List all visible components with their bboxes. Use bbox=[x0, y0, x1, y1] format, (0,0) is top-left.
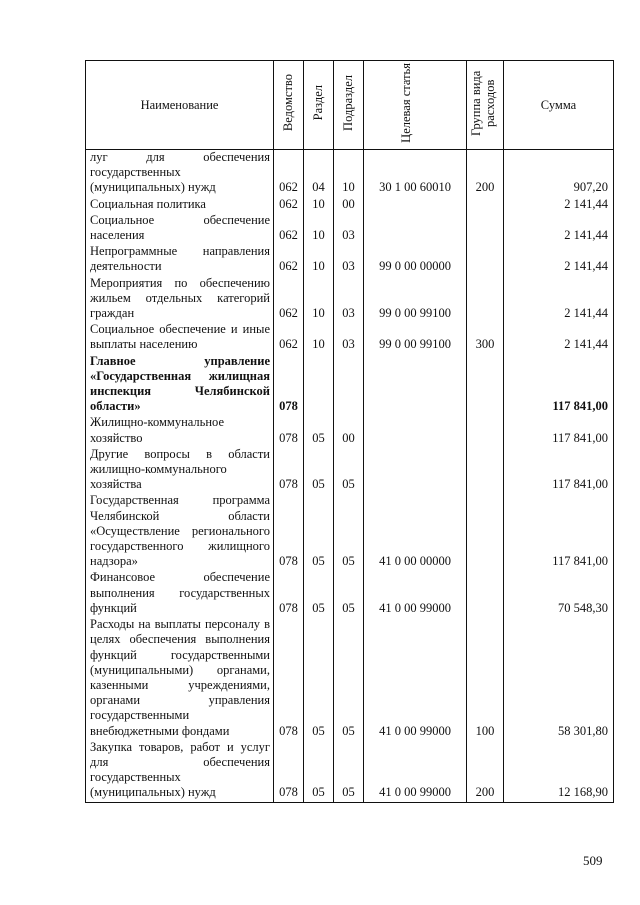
cell-name: Социальная политика bbox=[86, 197, 274, 213]
table-row bbox=[86, 493, 614, 570]
cell-expense-group bbox=[467, 415, 504, 446]
cell-department: 062 bbox=[274, 276, 304, 323]
cell-amount: 117 841,00 bbox=[504, 493, 614, 570]
cell-name: Государственная программа Челябинской области «Осуществление регионального государственного жилищного надзора» bbox=[86, 493, 274, 570]
cell-subsection: 03 bbox=[334, 322, 364, 353]
cell-amount: 907,20 bbox=[504, 150, 614, 197]
cell-name: Закупка товаров, работ и услуг для обеспечения государственных (муниципальных) нужд bbox=[86, 740, 274, 802]
budget-table-page bbox=[85, 60, 613, 803]
cell-target-article: 41 0 00 99000 bbox=[364, 570, 467, 617]
cell-subsection: 05 bbox=[334, 447, 364, 494]
table-row bbox=[86, 415, 614, 446]
header-amount: Сумма bbox=[504, 61, 614, 150]
cell-subsection: 05 bbox=[334, 493, 364, 570]
cell-target-article: 30 1 00 60010 bbox=[364, 150, 467, 197]
cell-department: 078 bbox=[274, 617, 304, 740]
cell-target-article bbox=[364, 415, 467, 446]
cell-department: 062 bbox=[274, 150, 304, 197]
cell-amount: 2 141,44 bbox=[504, 276, 614, 323]
header-department: Ведомство bbox=[274, 61, 304, 150]
cell-amount: 117 841,00 bbox=[504, 447, 614, 494]
budget-table bbox=[85, 60, 614, 803]
cell-name: Мероприятия по обеспечению жильем отдельных категорий граждан bbox=[86, 276, 274, 323]
cell-subsection: 00 bbox=[334, 197, 364, 213]
cell-section bbox=[304, 354, 334, 416]
cell-section: 04 bbox=[304, 150, 334, 197]
cell-department: 062 bbox=[274, 213, 304, 244]
cell-target-article bbox=[364, 447, 467, 494]
cell-amount: 2 141,44 bbox=[504, 197, 614, 213]
cell-section: 05 bbox=[304, 617, 334, 740]
cell-department: 062 bbox=[274, 197, 304, 213]
cell-section: 10 bbox=[304, 197, 334, 213]
cell-amount: 2 141,44 bbox=[504, 213, 614, 244]
table-row bbox=[86, 617, 614, 740]
cell-subsection: 03 bbox=[334, 213, 364, 244]
cell-target-article bbox=[364, 354, 467, 416]
cell-subsection: 10 bbox=[334, 150, 364, 197]
cell-section: 05 bbox=[304, 740, 334, 802]
cell-name: Другие вопросы в области жилищно-коммунального хозяйства bbox=[86, 447, 274, 494]
cell-expense-group bbox=[467, 276, 504, 323]
cell-expense-group bbox=[467, 570, 504, 617]
cell-target-article: 41 0 00 99000 bbox=[364, 617, 467, 740]
cell-target-article bbox=[364, 213, 467, 244]
cell-amount: 58 301,80 bbox=[504, 617, 614, 740]
cell-expense-group bbox=[467, 213, 504, 244]
cell-amount: 2 141,44 bbox=[504, 244, 614, 275]
table-row bbox=[86, 244, 614, 275]
cell-section: 05 bbox=[304, 447, 334, 494]
cell-expense-group: 300 bbox=[467, 322, 504, 353]
header-expense-group: Группа вида расходов bbox=[467, 61, 504, 150]
table-row bbox=[86, 276, 614, 323]
cell-name: луг для обеспечения государственных (муниципальных) нужд bbox=[86, 150, 274, 197]
cell-expense-group bbox=[467, 354, 504, 416]
table-row bbox=[86, 354, 614, 416]
cell-amount: 12 168,90 bbox=[504, 740, 614, 802]
cell-subsection: 05 bbox=[334, 570, 364, 617]
cell-department: 078 bbox=[274, 415, 304, 446]
cell-expense-group bbox=[467, 197, 504, 213]
cell-expense-group bbox=[467, 244, 504, 275]
cell-department: 062 bbox=[274, 244, 304, 275]
table-row bbox=[86, 213, 614, 244]
header-target-article: Целевая статья bbox=[364, 61, 467, 150]
cell-section: 05 bbox=[304, 493, 334, 570]
cell-target-article: 99 0 00 99100 bbox=[364, 322, 467, 353]
cell-name: Главное управление «Государственная жилищная инспекция Челябинской области» bbox=[86, 354, 274, 416]
cell-target-article: 99 0 00 00000 bbox=[364, 244, 467, 275]
cell-section: 10 bbox=[304, 322, 334, 353]
cell-expense-group bbox=[467, 447, 504, 494]
cell-subsection bbox=[334, 354, 364, 416]
cell-name: Непрограммные направления деятельности bbox=[86, 244, 274, 275]
table-row bbox=[86, 570, 614, 617]
cell-target-article: 41 0 00 00000 bbox=[364, 493, 467, 570]
cell-section: 10 bbox=[304, 244, 334, 275]
cell-amount: 117 841,00 bbox=[504, 415, 614, 446]
cell-name: Жилищно-коммунальное хозяйство bbox=[86, 415, 274, 446]
table-row bbox=[86, 740, 614, 802]
cell-subsection: 05 bbox=[334, 617, 364, 740]
header-section: Раздел bbox=[304, 61, 334, 150]
cell-subsection: 00 bbox=[334, 415, 364, 446]
cell-department: 078 bbox=[274, 740, 304, 802]
cell-amount: 70 548,30 bbox=[504, 570, 614, 617]
cell-target-article bbox=[364, 197, 467, 213]
cell-department: 078 bbox=[274, 354, 304, 416]
table-header-row bbox=[86, 61, 614, 150]
cell-amount: 2 141,44 bbox=[504, 322, 614, 353]
table-row bbox=[86, 447, 614, 494]
cell-amount: 117 841,00 bbox=[504, 354, 614, 416]
cell-expense-group bbox=[467, 493, 504, 570]
cell-department: 078 bbox=[274, 493, 304, 570]
cell-target-article: 99 0 00 99100 bbox=[364, 276, 467, 323]
cell-expense-group: 200 bbox=[467, 150, 504, 197]
cell-section: 05 bbox=[304, 570, 334, 617]
cell-name: Социальное обеспечение и иные выплаты населению bbox=[86, 322, 274, 353]
cell-subsection: 05 bbox=[334, 740, 364, 802]
page-number: 509 bbox=[583, 853, 603, 868]
cell-section: 10 bbox=[304, 213, 334, 244]
header-name: Наименование bbox=[86, 61, 274, 150]
cell-department: 062 bbox=[274, 322, 304, 353]
cell-name: Социальное обеспечение населения bbox=[86, 213, 274, 244]
cell-name: Финансовое обеспечение выполнения государственных функций bbox=[86, 570, 274, 617]
cell-expense-group: 100 bbox=[467, 617, 504, 740]
table-row bbox=[86, 150, 614, 197]
cell-target-article: 41 0 00 99000 bbox=[364, 740, 467, 802]
cell-section: 05 bbox=[304, 415, 334, 446]
cell-expense-group: 200 bbox=[467, 740, 504, 802]
header-subsection: Подраздел bbox=[334, 61, 364, 150]
cell-section: 10 bbox=[304, 276, 334, 323]
table-row bbox=[86, 322, 614, 353]
cell-subsection: 03 bbox=[334, 244, 364, 275]
cell-name: Расходы на выплаты персоналу в целях обеспечения выполнения функций государственными (муниципальными) органами, казенными учреждениями, органами управления государственными внебюджетными фондами bbox=[86, 617, 274, 740]
table-row bbox=[86, 197, 614, 213]
cell-department: 078 bbox=[274, 570, 304, 617]
cell-subsection: 03 bbox=[334, 276, 364, 323]
cell-department: 078 bbox=[274, 447, 304, 494]
